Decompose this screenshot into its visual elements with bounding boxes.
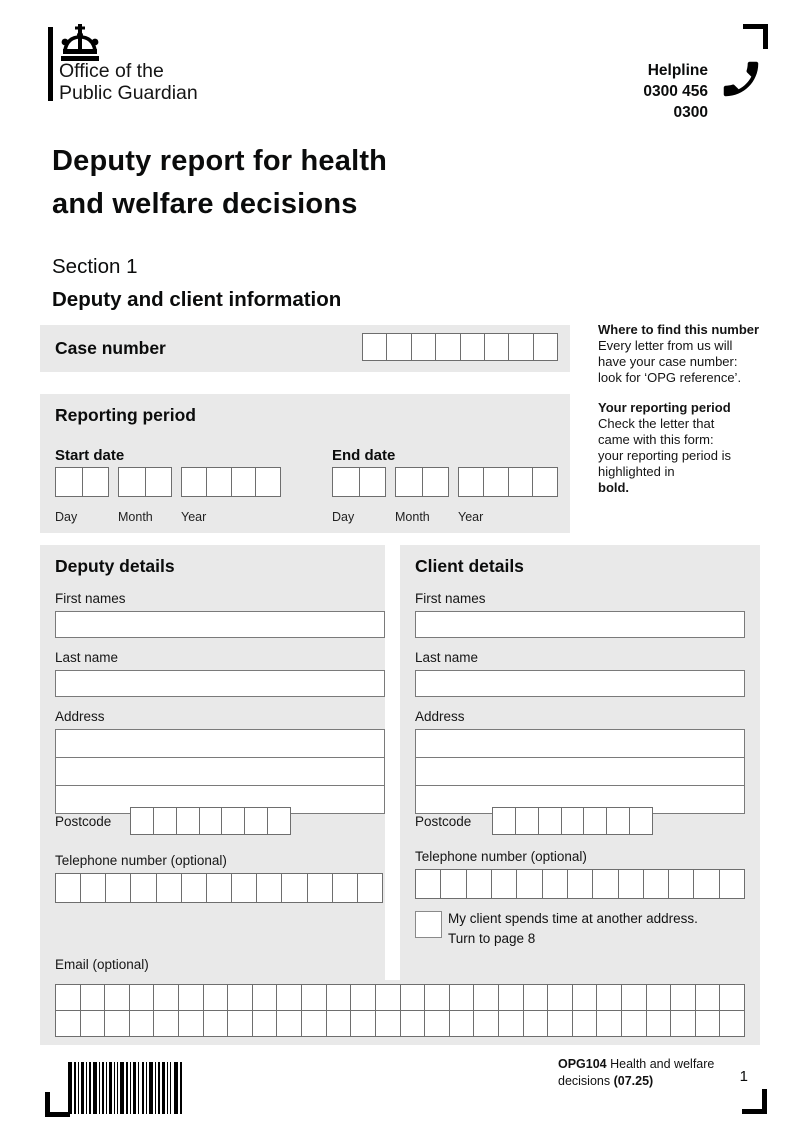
char-cell[interactable] — [130, 984, 155, 1011]
char-cell[interactable] — [573, 984, 598, 1011]
char-cell[interactable] — [360, 467, 387, 497]
char-cell[interactable] — [401, 984, 426, 1011]
char-cell[interactable] — [548, 984, 573, 1011]
footer-line-2: decisions (07.25) — [558, 1074, 654, 1088]
registration-mark-bottom-left — [45, 1092, 70, 1117]
char-cell[interactable] — [257, 873, 282, 903]
case-number-note — [598, 322, 770, 386]
start-date-day-boxes[interactable] — [55, 467, 109, 497]
client-postcode-label: Postcode — [415, 814, 472, 829]
address-line-input[interactable] — [415, 758, 745, 786]
start-date-label: Start date — [55, 447, 125, 464]
client-other-address-text — [448, 909, 698, 949]
end-date-label: End date — [332, 447, 396, 464]
char-cell[interactable] — [516, 807, 539, 835]
char-cell[interactable] — [55, 984, 81, 1011]
char-cell[interactable] — [118, 467, 146, 497]
char-cell[interactable] — [179, 1010, 204, 1037]
deputy-first-names-input[interactable] — [55, 611, 385, 638]
char-cell[interactable] — [671, 1010, 696, 1037]
char-cell[interactable] — [228, 984, 253, 1011]
char-cell[interactable] — [179, 984, 204, 1011]
char-cell[interactable] — [573, 1010, 598, 1037]
page-title-line1: Deputy report for health — [52, 145, 388, 177]
deputy-phone-label: Telephone number (optional) — [55, 853, 227, 868]
page-title — [52, 140, 387, 226]
client-last-name-label: Last name — [415, 650, 479, 665]
client-first-names-input[interactable] — [415, 611, 745, 638]
char-cell[interactable] — [204, 984, 229, 1011]
end-date-day-boxes[interactable] — [332, 467, 386, 497]
logo-text — [59, 61, 198, 104]
char-cell[interactable] — [568, 869, 593, 899]
char-cell[interactable] — [474, 1010, 499, 1037]
registration-mark-bottom-right — [742, 1089, 767, 1114]
client-last-name-input[interactable] — [415, 670, 745, 697]
char-cell[interactable] — [55, 873, 81, 903]
address-line-input[interactable] — [55, 758, 385, 786]
checkbox-line-2: Turn to page 8 — [448, 931, 536, 946]
deputy-address-label: Address — [55, 709, 105, 724]
char-cell[interactable] — [105, 1010, 130, 1037]
char-cell[interactable] — [412, 333, 436, 361]
char-cell[interactable] — [131, 873, 156, 903]
start-date-year-boxes[interactable] — [181, 467, 281, 497]
char-cell[interactable] — [533, 467, 558, 497]
deputy-phone-boxes[interactable] — [55, 873, 383, 903]
char-cell[interactable] — [630, 807, 653, 835]
deputy-details-title: Deputy details — [55, 556, 175, 576]
char-cell[interactable] — [524, 1010, 549, 1037]
char-cell[interactable] — [253, 984, 278, 1011]
char-cell[interactable] — [622, 984, 647, 1011]
client-postcode-boxes[interactable] — [492, 807, 653, 835]
char-cell[interactable] — [207, 467, 232, 497]
char-cell[interactable] — [327, 984, 352, 1011]
helpline-number-line2: 0300 — [673, 104, 708, 121]
char-cell[interactable] — [256, 467, 281, 497]
page-number: 1 — [739, 1068, 748, 1085]
char-cell[interactable] — [362, 333, 387, 361]
char-cell[interactable] — [253, 1010, 278, 1037]
end-date-month-boxes[interactable] — [395, 467, 449, 497]
char-cell[interactable] — [302, 984, 327, 1011]
char-cell[interactable] — [154, 984, 179, 1011]
char-cell[interactable] — [351, 984, 376, 1011]
email-boxes-row-1[interactable] — [55, 984, 745, 1011]
end-date-year-boxes[interactable] — [458, 467, 558, 497]
char-cell[interactable] — [720, 1010, 745, 1037]
char-cell[interactable] — [55, 467, 83, 497]
footer-line-1: OPG104 Health and welfare — [558, 1057, 715, 1071]
char-cell[interactable] — [277, 984, 302, 1011]
char-cell[interactable] — [106, 873, 131, 903]
char-cell[interactable] — [376, 984, 401, 1011]
note-line: your reporting period is — [598, 448, 731, 463]
char-cell[interactable] — [157, 873, 182, 903]
char-cell[interactable] — [81, 1010, 106, 1037]
year-label: Year — [181, 510, 207, 524]
char-cell[interactable] — [425, 1010, 450, 1037]
reporting-period-title: Reporting period — [55, 405, 196, 425]
deputy-address-input[interactable] — [55, 729, 385, 814]
char-cell[interactable] — [222, 807, 245, 835]
char-cell[interactable] — [302, 1010, 327, 1037]
char-cell[interactable] — [232, 873, 257, 903]
char-cell[interactable] — [474, 984, 499, 1011]
char-cell[interactable] — [81, 984, 106, 1011]
char-cell[interactable] — [204, 1010, 229, 1037]
char-cell[interactable] — [228, 1010, 253, 1037]
char-cell[interactable] — [647, 984, 672, 1011]
char-cell[interactable] — [492, 807, 516, 835]
char-cell[interactable] — [245, 807, 268, 835]
case-number-boxes[interactable] — [362, 333, 558, 361]
char-cell[interactable] — [644, 869, 669, 899]
char-cell[interactable] — [332, 467, 360, 497]
logo-line-2: Public Guardian — [59, 81, 198, 104]
char-cell[interactable] — [232, 467, 257, 497]
char-cell[interactable] — [154, 1010, 179, 1037]
char-cell[interactable] — [105, 984, 130, 1011]
char-cell[interactable] — [671, 984, 696, 1011]
char-cell[interactable] — [130, 807, 154, 835]
email-label: Email (optional) — [55, 957, 149, 972]
char-cell[interactable] — [436, 333, 460, 361]
helpline-block — [643, 60, 708, 123]
char-cell[interactable] — [415, 869, 441, 899]
char-cell[interactable] — [696, 984, 721, 1011]
note-title: Your reporting period — [598, 400, 731, 415]
char-cell[interactable] — [619, 869, 644, 899]
char-cell[interactable] — [539, 807, 562, 835]
char-cell[interactable] — [720, 869, 745, 899]
client-details-title: Client details — [415, 556, 524, 576]
char-cell[interactable] — [499, 1010, 524, 1037]
note-line: look for ‘OPG reference’. — [598, 370, 742, 385]
char-cell[interactable] — [492, 869, 517, 899]
char-cell[interactable] — [401, 1010, 426, 1037]
char-cell[interactable] — [376, 1010, 401, 1037]
char-cell[interactable] — [277, 1010, 302, 1037]
day-label: Day — [55, 510, 78, 524]
page-title-line2: and welfare decisions — [52, 188, 358, 220]
char-cell[interactable] — [423, 467, 450, 497]
section-label: Section 1 — [52, 255, 138, 278]
helpline-number-line1: 0300 456 — [643, 83, 708, 100]
char-cell[interactable] — [282, 873, 307, 903]
char-cell[interactable] — [509, 467, 534, 497]
client-other-address-checkbox[interactable] — [415, 911, 442, 938]
char-cell[interactable] — [425, 984, 450, 1011]
char-cell[interactable] — [308, 873, 333, 903]
registration-mark-top-right — [743, 24, 768, 49]
char-cell[interactable] — [395, 467, 423, 497]
phone-icon — [718, 56, 764, 102]
char-cell[interactable] — [543, 869, 568, 899]
char-cell[interactable] — [584, 807, 607, 835]
char-cell[interactable] — [548, 1010, 573, 1037]
char-cell[interactable] — [181, 467, 207, 497]
reporting-period-note — [598, 400, 770, 496]
address-line-input[interactable] — [415, 729, 745, 758]
char-cell[interactable] — [177, 807, 200, 835]
deputy-last-name-input[interactable] — [55, 670, 385, 697]
char-cell[interactable] — [593, 869, 618, 899]
char-cell[interactable] — [333, 873, 358, 903]
char-cell[interactable] — [83, 467, 110, 497]
note-line: Every letter from us will — [598, 338, 733, 353]
logo-divider-bar — [48, 27, 53, 101]
note-line: Check the letter that — [598, 416, 715, 431]
day-label: Day — [332, 510, 355, 524]
month-label: Month — [118, 510, 153, 524]
char-cell[interactable] — [524, 984, 549, 1011]
char-cell[interactable] — [146, 467, 173, 497]
char-cell[interactable] — [485, 333, 509, 361]
start-date-month-boxes[interactable] — [118, 467, 172, 497]
deputy-first-names-label: First names — [55, 591, 126, 606]
char-cell[interactable] — [622, 1010, 647, 1037]
char-cell[interactable] — [450, 1010, 475, 1037]
client-first-names-label: First names — [415, 591, 486, 606]
char-cell[interactable] — [182, 873, 207, 903]
year-label: Year — [458, 510, 484, 524]
note-title: Where to find this number — [598, 322, 760, 337]
char-cell[interactable] — [517, 869, 542, 899]
char-cell[interactable] — [597, 984, 622, 1011]
char-cell[interactable] — [268, 807, 291, 835]
char-cell[interactable] — [467, 869, 492, 899]
char-cell[interactable] — [720, 984, 745, 1011]
deputy-postcode-label: Postcode — [55, 814, 112, 829]
char-cell[interactable] — [327, 1010, 352, 1037]
address-line-input[interactable] — [55, 729, 385, 758]
case-number-label: Case number — [55, 338, 166, 358]
char-cell[interactable] — [207, 873, 232, 903]
char-cell[interactable] — [387, 333, 411, 361]
helpline-label: Helpline — [647, 62, 708, 79]
char-cell[interactable] — [534, 333, 558, 361]
char-cell[interactable] — [154, 807, 177, 835]
char-cell[interactable] — [441, 869, 466, 899]
footer-form-reference — [558, 1056, 723, 1090]
client-phone-label: Telephone number (optional) — [415, 849, 587, 864]
char-cell[interactable] — [669, 869, 694, 899]
char-cell[interactable] — [458, 467, 484, 497]
char-cell[interactable] — [509, 333, 533, 361]
char-cell[interactable] — [597, 1010, 622, 1037]
deputy-postcode-boxes[interactable] — [130, 807, 291, 835]
char-cell[interactable] — [351, 1010, 376, 1037]
char-cell[interactable] — [200, 807, 223, 835]
client-phone-boxes[interactable] — [415, 869, 745, 899]
char-cell[interactable] — [484, 467, 509, 497]
char-cell[interactable] — [562, 807, 585, 835]
crown-logo-icon — [58, 24, 102, 62]
section-subtitle: Deputy and client information — [52, 288, 342, 311]
checkbox-line-1: My client spends time at another address. — [448, 911, 698, 926]
logo-line-1: Office of the — [59, 60, 164, 82]
email-boxes-row-2[interactable] — [55, 1010, 745, 1037]
note-line: highlighted in bold. — [598, 464, 675, 495]
char-cell[interactable] — [694, 869, 719, 899]
char-cell[interactable] — [450, 984, 475, 1011]
char-cell[interactable] — [499, 984, 524, 1011]
char-cell[interactable] — [461, 333, 485, 361]
char-cell[interactable] — [81, 873, 106, 903]
char-cell[interactable] — [358, 873, 383, 903]
char-cell[interactable] — [130, 1010, 155, 1037]
barcode-image — [68, 1062, 186, 1114]
char-cell[interactable] — [696, 1010, 721, 1037]
month-label: Month — [395, 510, 430, 524]
char-cell[interactable] — [607, 807, 630, 835]
client-address-input[interactable] — [415, 729, 745, 814]
note-line: came with this form: — [598, 432, 714, 447]
deputy-last-name-label: Last name — [55, 650, 119, 665]
char-cell[interactable] — [55, 1010, 81, 1037]
note-line: have your case number: — [598, 354, 738, 369]
client-address-label: Address — [415, 709, 465, 724]
char-cell[interactable] — [647, 1010, 672, 1037]
